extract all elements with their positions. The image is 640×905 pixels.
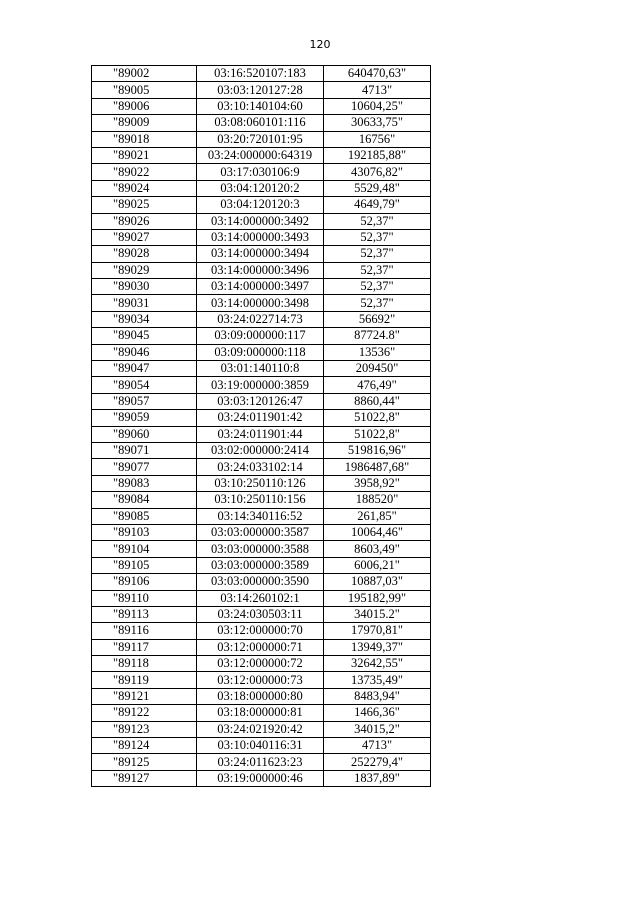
cadastral-number-cell: 03:19:000000:3859 <box>197 377 324 393</box>
page-number: 120 <box>309 38 331 51</box>
table-row <box>92 524 431 540</box>
table-row <box>92 508 431 524</box>
cadastral-number-cell: 03:24:021920:42 <box>197 721 324 737</box>
table-row <box>92 459 431 475</box>
value-cell: 13536" <box>324 344 431 360</box>
table-row <box>92 229 431 245</box>
table-row <box>92 213 431 229</box>
cadastral-number-cell: 03:20:720101:95 <box>197 131 324 147</box>
value-cell: 261,85" <box>324 508 431 524</box>
table-body <box>92 66 431 787</box>
record-id-cell: "89009 <box>92 115 197 131</box>
table-row <box>92 164 431 180</box>
cadastral-number-cell: 03:17:030106:9 <box>197 164 324 180</box>
cadastral-number-cell: 03:01:140110:8 <box>197 361 324 377</box>
value-cell: 10887,03" <box>324 574 431 590</box>
cadastral-number-cell: 03:09:000000:117 <box>197 328 324 344</box>
cadastral-number-cell: 03:16:520107:183 <box>197 66 324 82</box>
value-cell: 4713" <box>324 82 431 98</box>
table-row <box>92 590 431 606</box>
cadastral-number-cell: 03:09:000000:118 <box>197 344 324 360</box>
record-id-cell: "89027 <box>92 229 197 245</box>
value-cell: 51022,8" <box>324 426 431 442</box>
record-id-cell: "89105 <box>92 557 197 573</box>
cadastral-number-cell: 03:10:140104:60 <box>197 98 324 114</box>
record-id-cell: "89054 <box>92 377 197 393</box>
value-cell: 4649,79" <box>324 197 431 213</box>
record-id-cell: "89104 <box>92 541 197 557</box>
table-row <box>92 262 431 278</box>
record-id-cell: "89045 <box>92 328 197 344</box>
record-id-cell: "89018 <box>92 131 197 147</box>
record-id-cell: "89047 <box>92 361 197 377</box>
table-row <box>92 574 431 590</box>
record-id-cell: "89127 <box>92 770 197 786</box>
value-cell: 56692" <box>324 311 431 327</box>
value-cell: 10064,46" <box>324 524 431 540</box>
cadastral-number-cell: 03:10:250110:126 <box>197 475 324 491</box>
data-table <box>91 65 431 787</box>
value-cell: 1837,89" <box>324 770 431 786</box>
record-id-cell: "89077 <box>92 459 197 475</box>
cadastral-number-cell: 03:14:000000:3494 <box>197 246 324 262</box>
value-cell: 252279,4" <box>324 754 431 770</box>
value-cell: 52,37" <box>324 262 431 278</box>
cadastral-number-cell: 03:24:011901:42 <box>197 410 324 426</box>
record-id-cell: "89031 <box>92 295 197 311</box>
record-id-cell: "89046 <box>92 344 197 360</box>
record-id-cell: "89005 <box>92 82 197 98</box>
table-row <box>92 721 431 737</box>
cadastral-number-cell: 03:24:033102:14 <box>197 459 324 475</box>
value-cell: 34015.2" <box>324 606 431 622</box>
table-row <box>92 770 431 786</box>
cadastral-number-cell: 03:10:040116:31 <box>197 738 324 754</box>
table-row <box>92 442 431 458</box>
record-id-cell: "89083 <box>92 475 197 491</box>
record-id-cell: "89028 <box>92 246 197 262</box>
value-cell: 4713" <box>324 738 431 754</box>
value-cell: 17970,81" <box>324 623 431 639</box>
record-id-cell: "89121 <box>92 688 197 704</box>
value-cell: 8603,49" <box>324 541 431 557</box>
record-id-cell: "89123 <box>92 721 197 737</box>
value-cell: 52,37" <box>324 279 431 295</box>
value-cell: 52,37" <box>324 229 431 245</box>
table-row <box>92 361 431 377</box>
table-row <box>92 246 431 262</box>
record-id-cell: "89002 <box>92 66 197 82</box>
value-cell: 16756" <box>324 131 431 147</box>
record-id-cell: "89071 <box>92 442 197 458</box>
record-id-cell: "89060 <box>92 426 197 442</box>
value-cell: 13949,37" <box>324 639 431 655</box>
value-cell: 8483,94" <box>324 688 431 704</box>
value-cell: 43076,82" <box>324 164 431 180</box>
record-id-cell: "89021 <box>92 147 197 163</box>
record-id-cell: "89103 <box>92 524 197 540</box>
cadastral-number-cell: 03:03:120127:28 <box>197 82 324 98</box>
table-row <box>92 639 431 655</box>
value-cell: 640470,63" <box>324 66 431 82</box>
cadastral-number-cell: 03:18:000000:81 <box>197 705 324 721</box>
record-id-cell: "89024 <box>92 180 197 196</box>
value-cell: 476,49" <box>324 377 431 393</box>
record-id-cell: "89025 <box>92 197 197 213</box>
cadastral-number-cell: 03:12:000000:72 <box>197 656 324 672</box>
table-row <box>92 393 431 409</box>
record-id-cell: "89034 <box>92 311 197 327</box>
table-row <box>92 623 431 639</box>
value-cell: 32642,55" <box>324 656 431 672</box>
table-row <box>92 344 431 360</box>
cadastral-number-cell: 03:14:000000:3497 <box>197 279 324 295</box>
cadastral-number-cell: 03:03:000000:3590 <box>197 574 324 590</box>
record-id-cell: "89122 <box>92 705 197 721</box>
table-row <box>92 180 431 196</box>
cadastral-number-cell: 03:04:120120:2 <box>197 180 324 196</box>
table-row <box>92 606 431 622</box>
table-row <box>92 541 431 557</box>
table-row <box>92 557 431 573</box>
table-row <box>92 82 431 98</box>
record-id-cell: "89116 <box>92 623 197 639</box>
cadastral-number-cell: 03:04:120120:3 <box>197 197 324 213</box>
cadastral-number-cell: 03:14:340116:52 <box>197 508 324 524</box>
record-id-cell: "89006 <box>92 98 197 114</box>
value-cell: 195182,99" <box>324 590 431 606</box>
cadastral-number-cell: 03:12:000000:71 <box>197 639 324 655</box>
value-cell: 519816,96" <box>324 442 431 458</box>
value-cell: 5529,48" <box>324 180 431 196</box>
table-row <box>92 131 431 147</box>
record-id-cell: "89085 <box>92 508 197 524</box>
value-cell: 1986487,68" <box>324 459 431 475</box>
cadastral-number-cell: 03:14:000000:3498 <box>197 295 324 311</box>
value-cell: 51022,8" <box>324 410 431 426</box>
record-id-cell: "89117 <box>92 639 197 655</box>
table-row <box>92 705 431 721</box>
cadastral-number-cell: 03:12:000000:70 <box>197 623 324 639</box>
table-row <box>92 688 431 704</box>
table-row <box>92 426 431 442</box>
cadastral-number-cell: 03:19:000000:46 <box>197 770 324 786</box>
cadastral-number-cell: 03:24:030503:11 <box>197 606 324 622</box>
cadastral-number-cell: 03:24:011623:23 <box>197 754 324 770</box>
value-cell: 30633,75" <box>324 115 431 131</box>
value-cell: 10604,25" <box>324 98 431 114</box>
cadastral-number-cell: 03:03:000000:3588 <box>197 541 324 557</box>
table-row <box>92 147 431 163</box>
record-id-cell: "89022 <box>92 164 197 180</box>
cadastral-number-cell: 03:14:000000:3493 <box>197 229 324 245</box>
table-row <box>92 377 431 393</box>
table-row <box>92 98 431 114</box>
table-row <box>92 197 431 213</box>
cadastral-number-cell: 03:24:011901:44 <box>197 426 324 442</box>
cadastral-number-cell: 03:24:000000:64319 <box>197 147 324 163</box>
cadastral-number-cell: 03:03:120126:47 <box>197 393 324 409</box>
cadastral-number-cell: 03:08:060101:116 <box>197 115 324 131</box>
table-row <box>92 295 431 311</box>
record-id-cell: "89106 <box>92 574 197 590</box>
table-row <box>92 115 431 131</box>
cadastral-number-cell: 03:24:022714:73 <box>197 311 324 327</box>
cadastral-number-cell: 03:14:000000:3496 <box>197 262 324 278</box>
table-row <box>92 754 431 770</box>
cadastral-number-cell: 03:18:000000:80 <box>197 688 324 704</box>
table-row <box>92 738 431 754</box>
cadastral-number-cell: 03:03:000000:3589 <box>197 557 324 573</box>
cadastral-number-cell: 03:10:250110:156 <box>197 492 324 508</box>
value-cell: 6006,21" <box>324 557 431 573</box>
record-id-cell: "89059 <box>92 410 197 426</box>
record-id-cell: "89026 <box>92 213 197 229</box>
value-cell: 13735,49" <box>324 672 431 688</box>
table-row <box>92 279 431 295</box>
value-cell: 209450" <box>324 361 431 377</box>
value-cell: 34015,2" <box>324 721 431 737</box>
record-id-cell: "89124 <box>92 738 197 754</box>
table-row <box>92 672 431 688</box>
value-cell: 1466,36" <box>324 705 431 721</box>
value-cell: 3958,92" <box>324 475 431 491</box>
value-cell: 8860,44" <box>324 393 431 409</box>
cadastral-number-cell: 03:14:260102:1 <box>197 590 324 606</box>
table-row <box>92 328 431 344</box>
table-row <box>92 656 431 672</box>
value-cell: 192185,88" <box>324 147 431 163</box>
table-row <box>92 410 431 426</box>
value-cell: 52,37" <box>324 295 431 311</box>
table-row <box>92 66 431 82</box>
value-cell: 52,37" <box>324 213 431 229</box>
table-row <box>92 311 431 327</box>
table-row <box>92 475 431 491</box>
cadastral-number-cell: 03:14:000000:3492 <box>197 213 324 229</box>
record-id-cell: "89110 <box>92 590 197 606</box>
record-id-cell: "89084 <box>92 492 197 508</box>
value-cell: 87724.8" <box>324 328 431 344</box>
record-id-cell: "89125 <box>92 754 197 770</box>
value-cell: 52,37" <box>324 246 431 262</box>
record-id-cell: "89119 <box>92 672 197 688</box>
value-cell: 188520" <box>324 492 431 508</box>
cadastral-number-cell: 03:03:000000:3587 <box>197 524 324 540</box>
record-id-cell: "89029 <box>92 262 197 278</box>
record-id-cell: "89057 <box>92 393 197 409</box>
cadastral-number-cell: 03:02:000000:2414 <box>197 442 324 458</box>
record-id-cell: "89113 <box>92 606 197 622</box>
table-row <box>92 492 431 508</box>
record-id-cell: "89118 <box>92 656 197 672</box>
record-id-cell: "89030 <box>92 279 197 295</box>
cadastral-number-cell: 03:12:000000:73 <box>197 672 324 688</box>
